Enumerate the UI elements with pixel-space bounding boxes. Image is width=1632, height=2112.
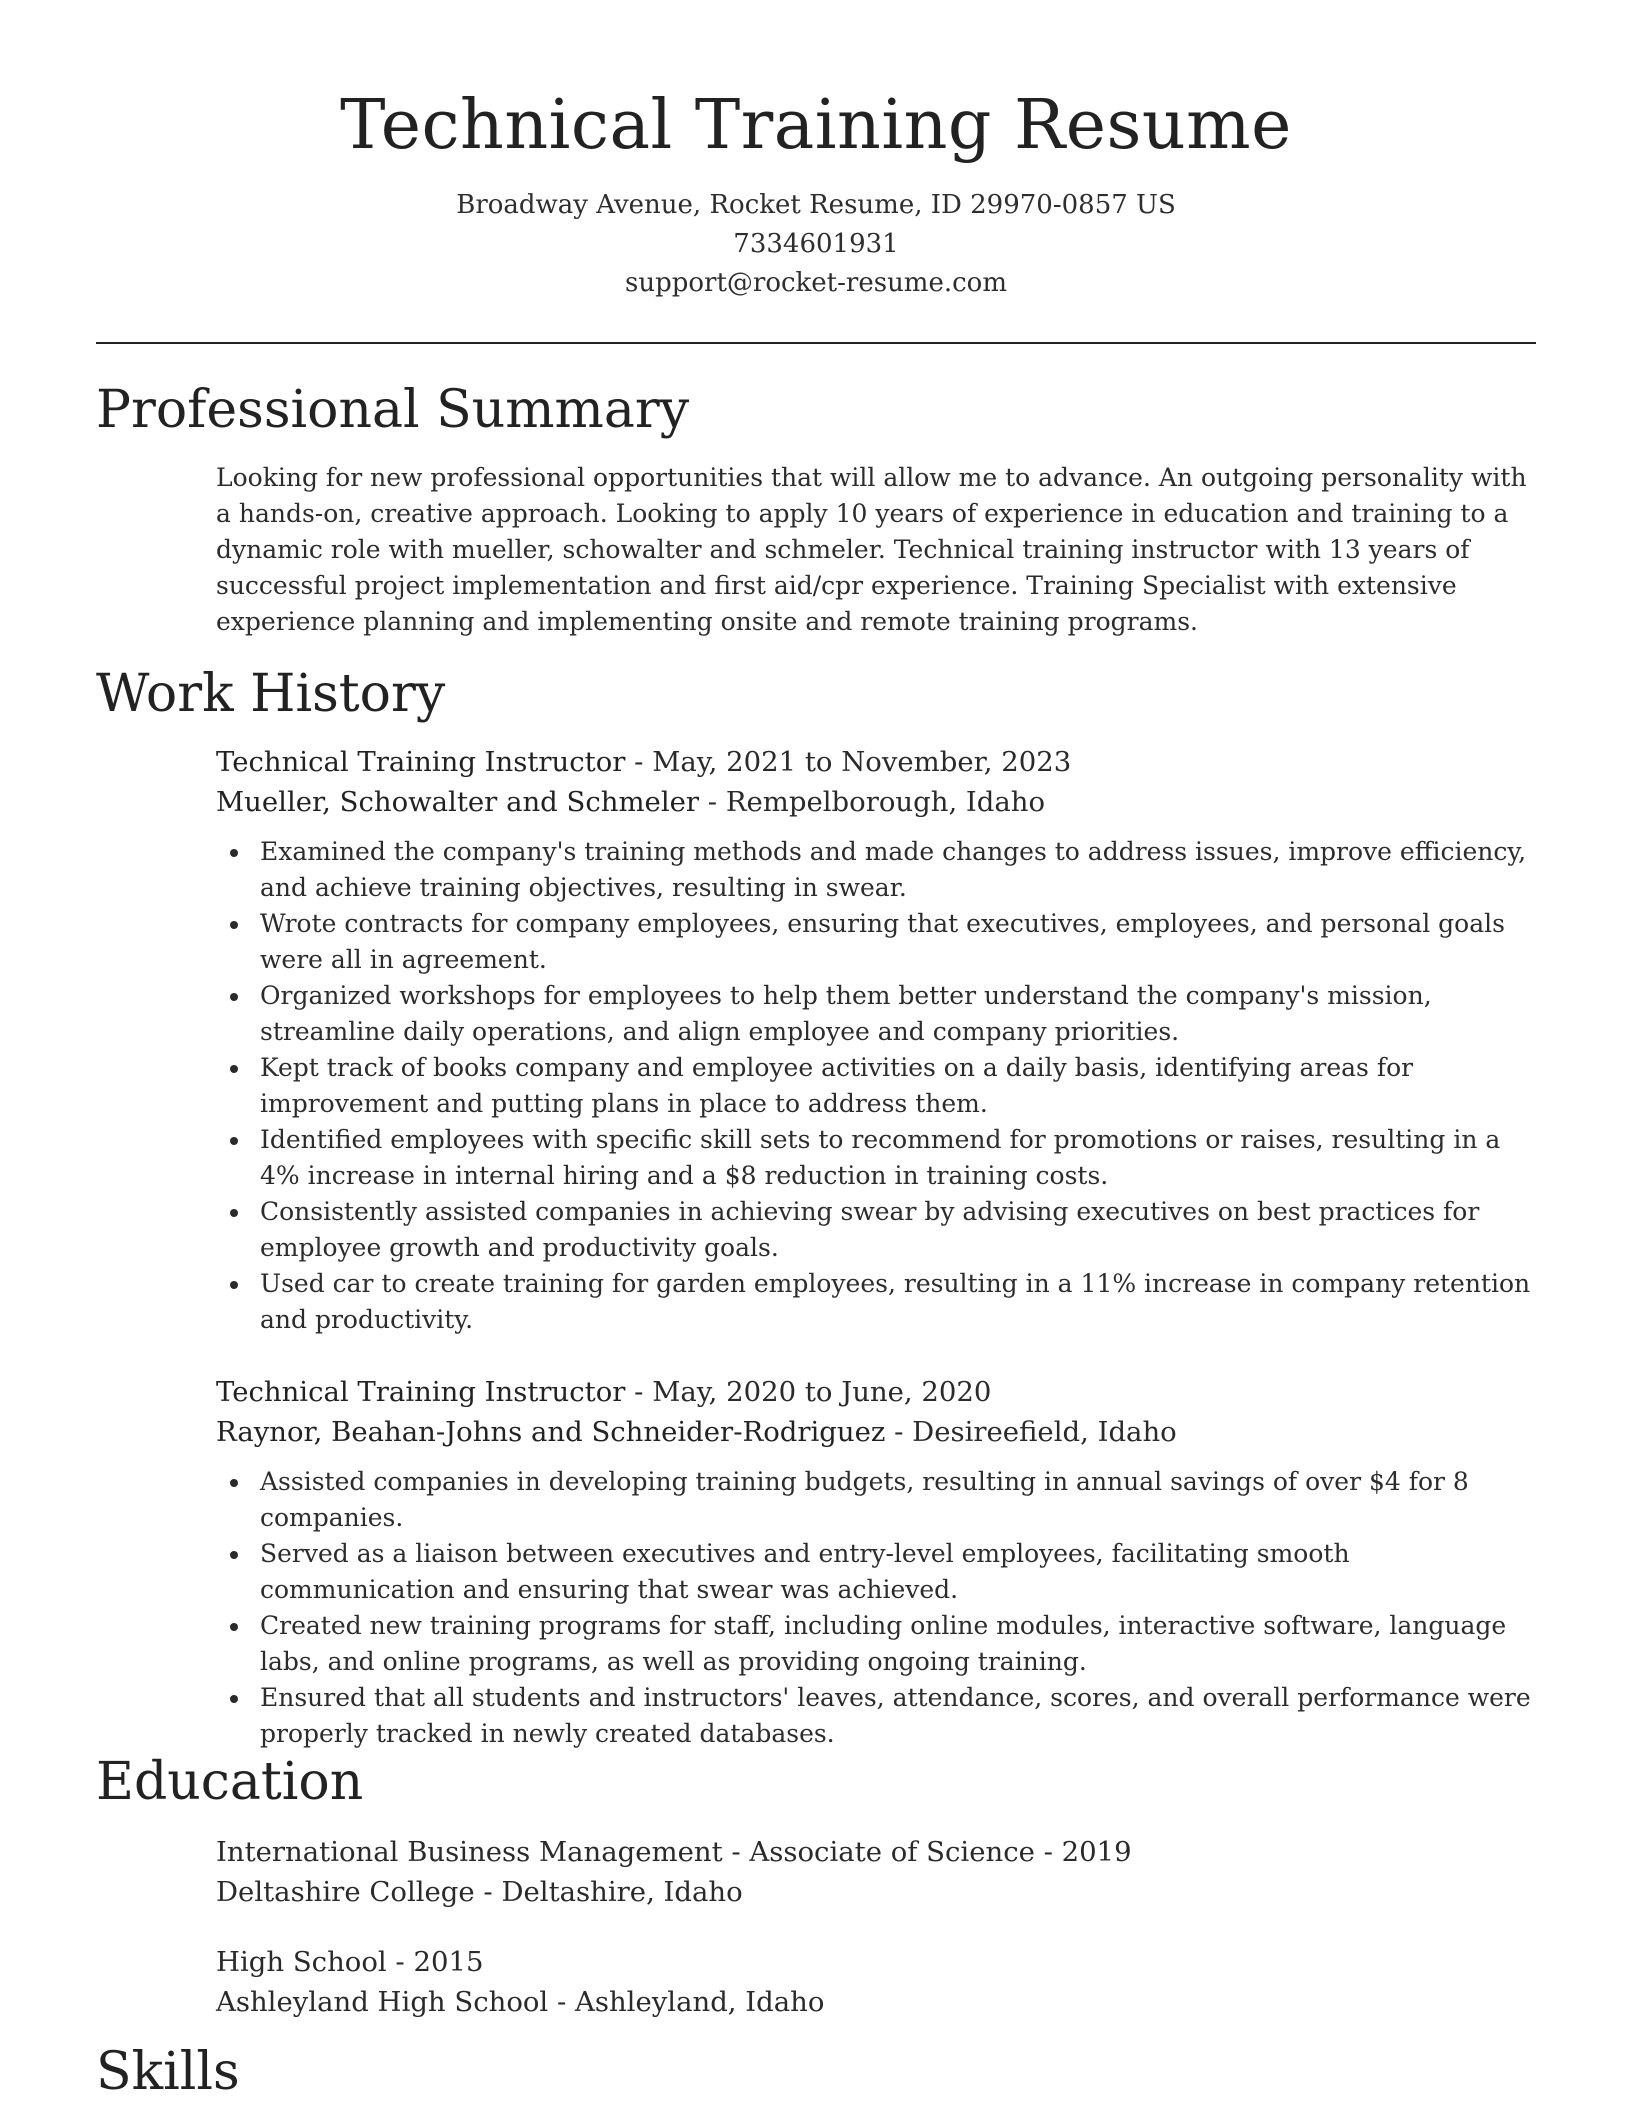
summary-text: Looking for new professional opportunities that will allow me to advance. An outgoing personality with a hands-on, creative approach. Looking to apply 10 years of experience in education and training to a dynamic role with mueller, schowalter and schmeler. Technical training instructor with 13 years of successful project implementation and first aid/cpr experience. Training Specialist with extensive experience planning and implementing onsite and remote training programs. bbox=[216, 463, 1527, 636]
summary-block bbox=[216, 460, 1536, 640]
job-location: Rempelborough, Idaho bbox=[725, 786, 1046, 818]
education-entry-1 bbox=[216, 1832, 1536, 1912]
list-item: Organized workshops for employees to help them better understand the company's mission, streamline daily operations, and align employee and company priorities. bbox=[260, 978, 1536, 1050]
job-company: Raynor, Beahan-Johns and Schneider-Rodriguez bbox=[216, 1416, 886, 1448]
bullet-icon bbox=[230, 1695, 238, 1703]
job-bullets bbox=[216, 834, 1536, 1338]
education-school: Deltashire College - Deltashire, Idaho bbox=[216, 1876, 743, 1908]
list-item: Identified employees with specific skill sets to recommend for promotions or raises, resulting in a 4% increase in internal hiring and a $8 reduction in training costs. bbox=[260, 1122, 1536, 1194]
education-school: Ashleyland High School - Ashleyland, Idaho bbox=[216, 1986, 825, 2018]
contact-address: Broadway Avenue, Rocket Resume, ID 29970-0857 US bbox=[456, 190, 1176, 220]
job-dates: May, 2021 to November, 2023 bbox=[652, 746, 1072, 778]
education-degree: High School - 2015 bbox=[216, 1946, 484, 1978]
job-company: Mueller, Schowalter and Schmeler bbox=[216, 786, 700, 818]
list-item: Served as a liaison between executives and entry-level employees, facilitating smooth communication and ensuring that swear was achieved. bbox=[260, 1536, 1536, 1608]
job-company-line: Mueller, Schowalter and Schmeler - Rempelborough, Idaho bbox=[216, 786, 1046, 818]
job-company-line: Raynor, Beahan-Johns and Schneider-Rodriguez - Desireefield, Idaho bbox=[216, 1416, 1177, 1448]
job-entry-2 bbox=[216, 1372, 1536, 1752]
contact-phone: 7334601931 bbox=[733, 229, 899, 259]
job-title: Technical Training Instructor bbox=[216, 746, 626, 778]
job-location: Desireefield, Idaho bbox=[912, 1416, 1177, 1448]
job-title-line: Technical Training Instructor - May, 2020 to June, 2020 bbox=[216, 1376, 992, 1408]
list-item: Consistently assisted companies in achieving swear by advising executives on best practices for employee growth and productivity goals. bbox=[260, 1194, 1536, 1266]
list-item: Created new training programs for staff, including online modules, interactive software, language labs, and online programs, as well as providing ongoing training. bbox=[260, 1608, 1536, 1680]
list-item: Wrote contracts for company employees, ensuring that executives, employees, and personal goals were all in agreement. bbox=[260, 906, 1536, 978]
bullet-icon bbox=[230, 1623, 238, 1631]
list-item: Ensured that all students and instructors' leaves, attendance, scores, and overall performance were properly tracked in newly created databases. bbox=[260, 1680, 1536, 1752]
resume-header bbox=[96, 82, 1536, 303]
education-entry-2 bbox=[216, 1942, 1536, 2022]
bullet-icon bbox=[230, 1137, 238, 1145]
bullet-icon bbox=[230, 849, 238, 857]
bullet-icon bbox=[230, 1065, 238, 1073]
job-entry-1 bbox=[216, 742, 1536, 1338]
bullet-icon bbox=[230, 1209, 238, 1217]
bullet-icon bbox=[230, 993, 238, 1001]
education-heading: Education bbox=[96, 1752, 364, 1812]
list-item: Used car to create training for garden employees, resulting in a 11% increase in company retention and productivity. bbox=[260, 1266, 1536, 1338]
resume-title: Technical Training Resume bbox=[340, 86, 1292, 165]
job-dates: May, 2020 to June, 2020 bbox=[652, 1376, 992, 1408]
contact-email: support@rocket-resume.com bbox=[624, 268, 1007, 298]
summary-heading: Professional Summary bbox=[96, 380, 690, 440]
bullet-icon bbox=[230, 921, 238, 929]
skills-heading: Skills bbox=[96, 2042, 240, 2102]
job-title: Technical Training Instructor bbox=[216, 1376, 626, 1408]
list-item: Kept track of books company and employee activities on a daily basis, identifying areas for improvement and putting plans in place to address them. bbox=[260, 1050, 1536, 1122]
job-title-line: Technical Training Instructor - May, 2021 to November, 2023 bbox=[216, 746, 1072, 778]
list-item: Examined the company's training methods and made changes to address issues, improve efficiency, and achieve training objectives, resulting in swear. bbox=[260, 834, 1536, 906]
job-bullets bbox=[216, 1464, 1536, 1752]
bullet-icon bbox=[230, 1551, 238, 1559]
bullet-icon bbox=[230, 1281, 238, 1289]
list-item: Assisted companies in developing training budgets, resulting in annual savings of over $4 for 8 companies. bbox=[260, 1464, 1536, 1536]
education-degree: International Business Management - Associate of Science - 2019 bbox=[216, 1836, 1132, 1868]
bullet-icon bbox=[230, 1479, 238, 1487]
header-divider bbox=[96, 342, 1536, 344]
work-history-heading: Work History bbox=[96, 664, 446, 724]
